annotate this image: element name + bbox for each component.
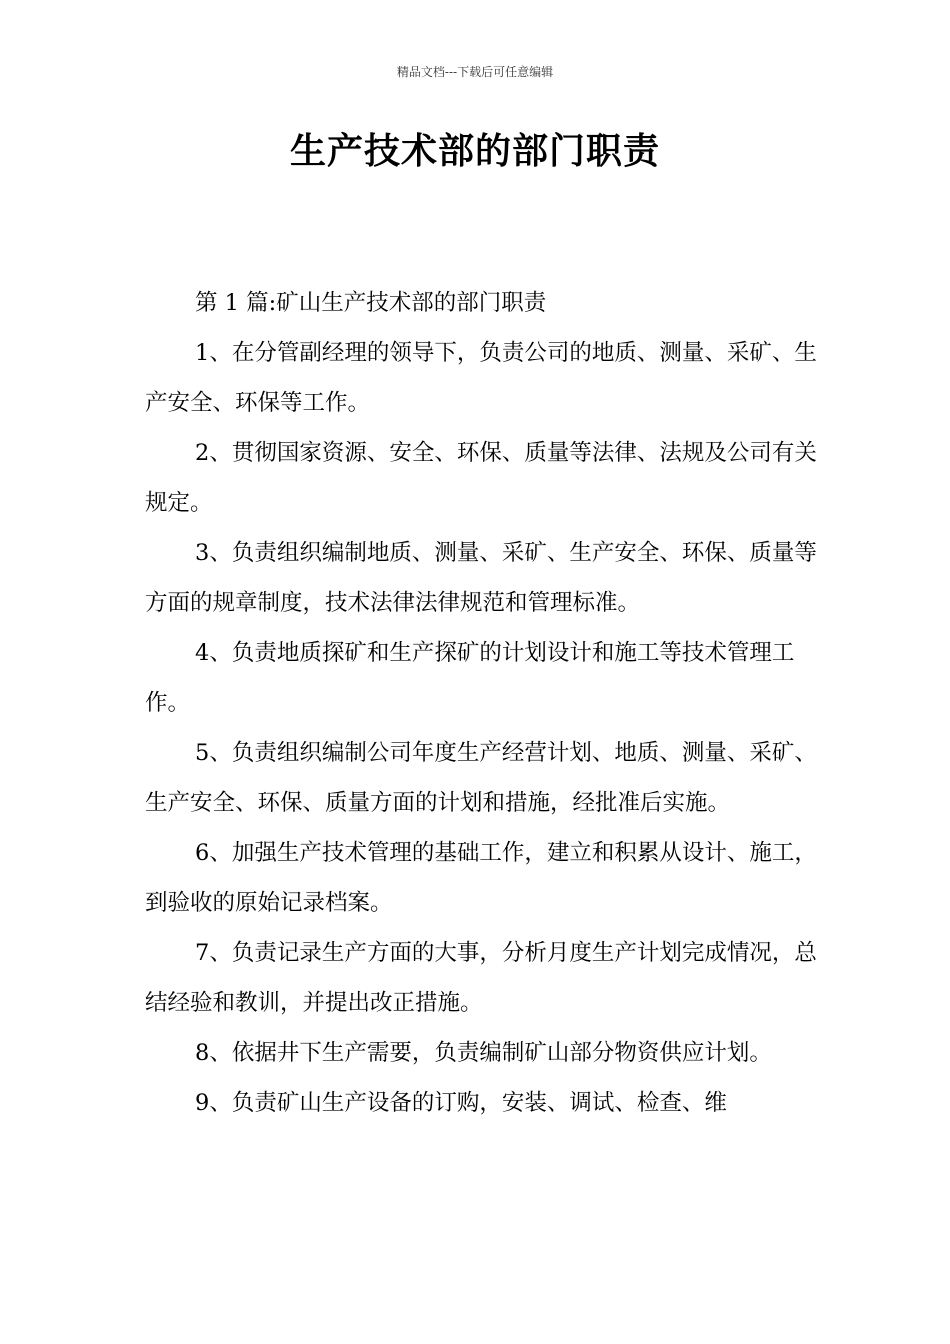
duty-item-3: 3、负责组织编制地质、测量、采矿、生产安全、环保、质量等方面的规章制度，技术法律法律规范和管理标准。 (145, 540, 817, 616)
document-body (145, 278, 825, 1128)
duty-item-8: 8、依据井下生产需要，负责编制矿山部分物资供应计划。 (195, 1040, 772, 1066)
duty-item-7: 7、负责记录生产方面的大事，分析月度生产计划完成情况，总结经验和教训，并提出改正措施。 (145, 940, 817, 1016)
duty-item-5: 5、负责组织编制公司年度生产经营计划、地质、测量、采矿、生产安全、环保、质量方面的计划和措施，经批准后实施。 (145, 740, 817, 816)
document-title: 生产技术部的部门职责 (289, 130, 660, 172)
duty-item-4: 4、负责地质探矿和生产探矿的计划设计和施工等技术管理工作。 (145, 640, 795, 716)
header-note: 精品文档---下载后可任意编辑 (396, 65, 554, 79)
duty-item-9: 9、负责矿山生产设备的订购，安装、调试、检查、维 (195, 1090, 727, 1116)
duty-item-2: 2、贯彻国家资源、安全、环保、质量等法律、法规及公司有关规定。 (145, 440, 817, 516)
duty-item-1: 1、在分管副经理的领导下，负责公司的地质、测量、采矿、生产安全、环保等工作。 (145, 340, 817, 416)
section-heading: 第 1 篇:矿山生产技术部的部门职责 (195, 290, 547, 316)
duty-item-6: 6、加强生产技术管理的基础工作，建立和积累从设计、施工，到验收的原始记录档案。 (145, 840, 817, 916)
